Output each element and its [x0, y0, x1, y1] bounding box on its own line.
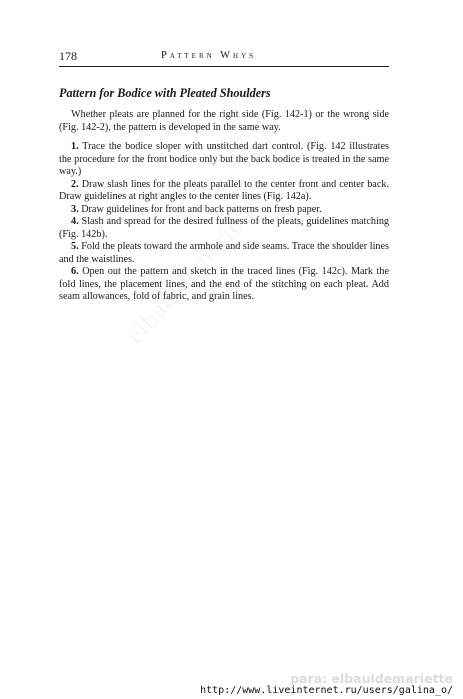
intro-paragraph: [59, 109, 389, 134]
step-text: Draw slash lines for the pleats parallel to the center front and center back. Draw guidelines at right angles to the center lines (Fig. 142a).: [59, 178, 389, 202]
footer-brand: para: elbauldemariette: [290, 671, 453, 686]
step-text: Trace the bodice sloper with unstitched dart control. (Fig. 142 illustrates the procedure for the front bodice only but the back bodice is treated in the same way.): [59, 141, 390, 177]
body-text: [59, 109, 389, 304]
page-number: 178: [59, 49, 77, 63]
step-number: 6.: [71, 266, 79, 277]
header-rule: [59, 66, 389, 67]
step-text: Fold the pleats toward the armhole and side seams. Trace the shoulder lines and the waistlines.: [59, 241, 390, 265]
step-text: Draw guidelines for front and back patterns on fresh paper.: [81, 203, 322, 215]
step-number: 2.: [71, 178, 79, 190]
step-number: 3.: [71, 203, 79, 215]
step-paragraph: [59, 179, 389, 204]
page-header: [59, 49, 389, 65]
step-paragraph: [59, 266, 389, 304]
step-text: Open out the pattern and sketch in the traced lines (Fig. 142c). Mark the fold lines, the placement lines, and the end of the stitching on each pleat. Add seam allowances, fold of fabric, and grain lines.: [59, 266, 390, 302]
footer-url: http://www.liveinternet.ru/users/galina_o/: [200, 685, 453, 696]
step-paragraph: [59, 141, 389, 179]
step-number: 1.: [71, 141, 79, 152]
step-number: 4.: [71, 216, 79, 227]
step-number: 5.: [71, 241, 79, 252]
step-text: Slash and spread for the desired fullness of the pleats, guidelines matching (Fig. 142b).: [59, 216, 390, 240]
section-title: Pattern for Bodice with Pleated Shoulders: [59, 86, 271, 100]
intro-text: Whether pleats are planned for the right side (Fig. 142-1) or the wrong side (Fig. 142-2), the pattern is developed in the same way.: [59, 109, 389, 133]
running-head: Pattern Whys: [161, 50, 257, 61]
